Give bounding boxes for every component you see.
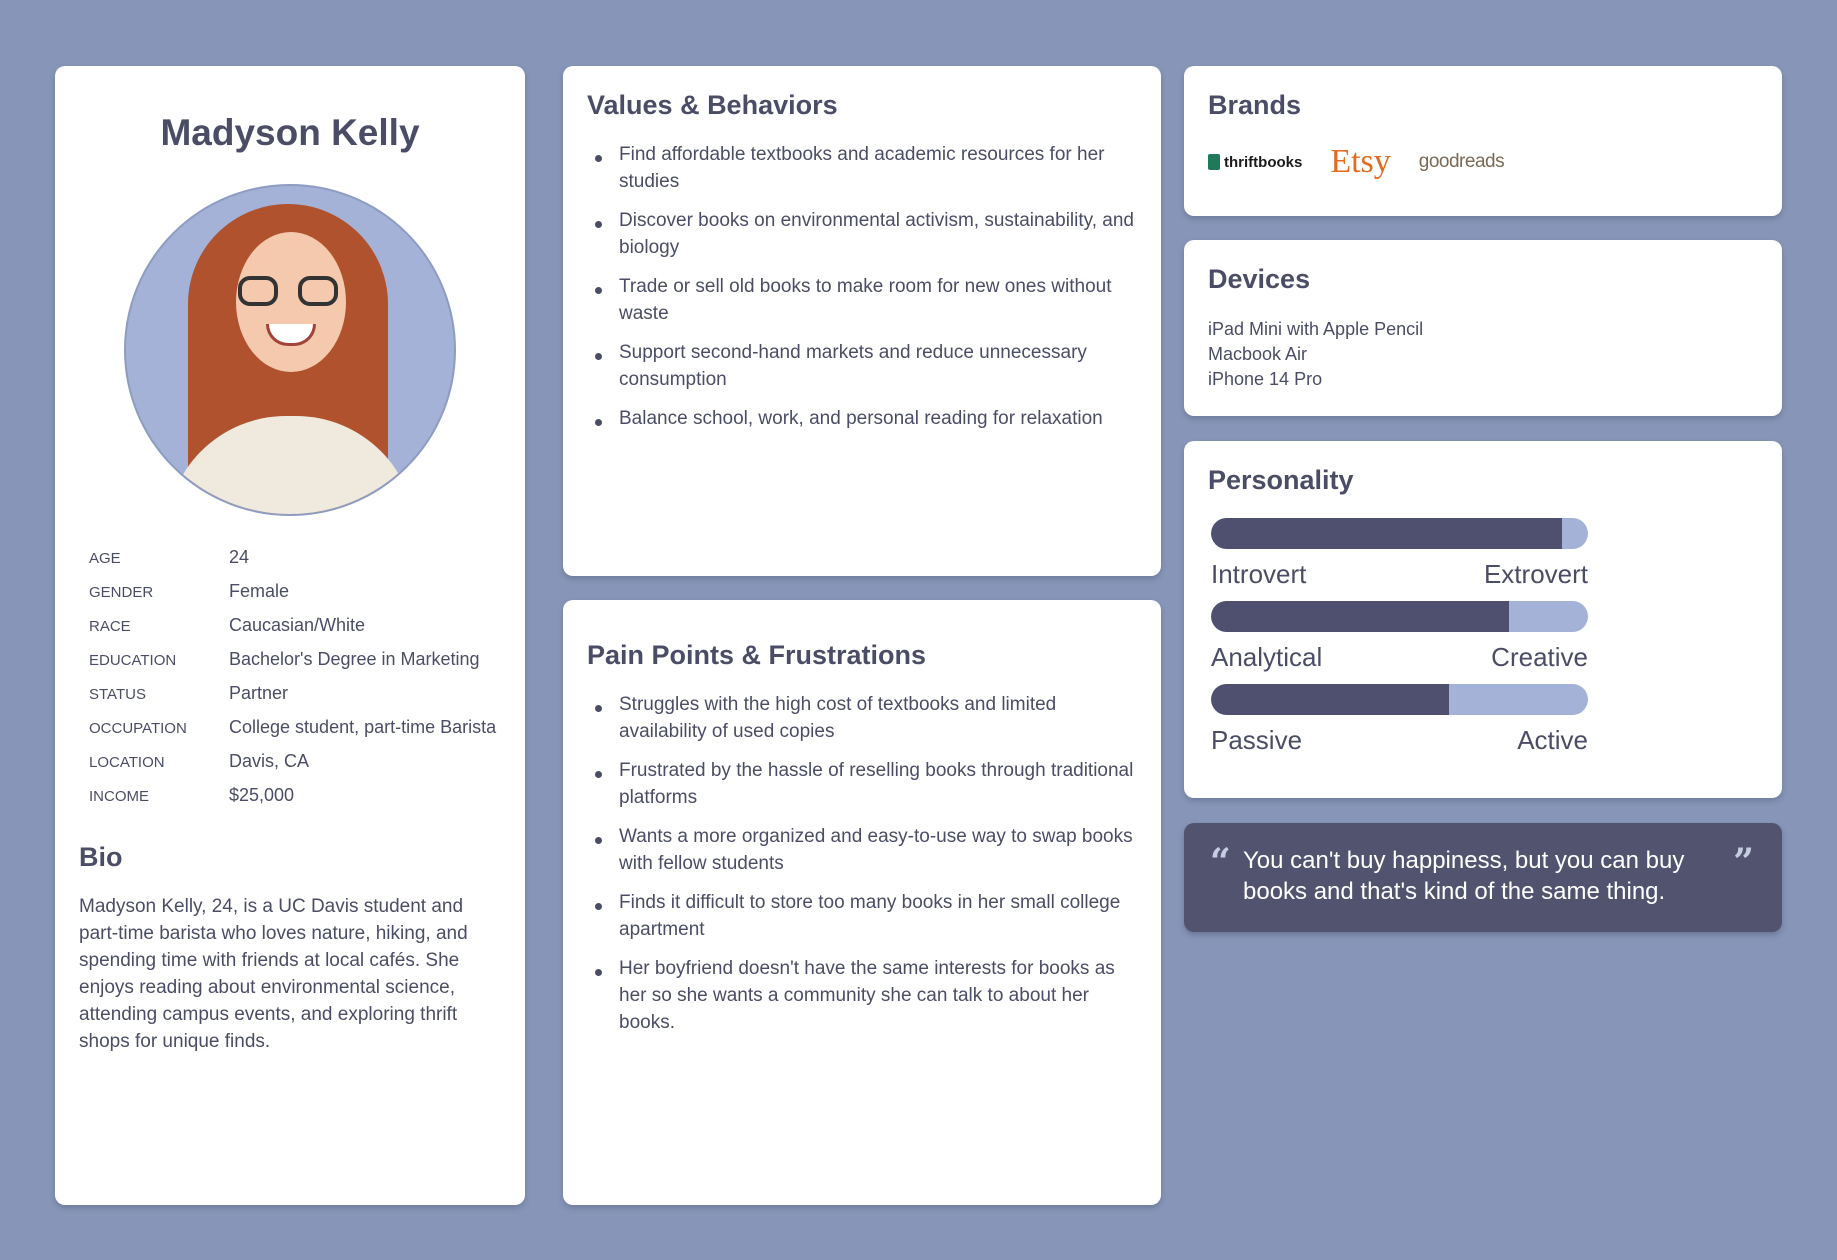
- attribute-row: [79, 714, 501, 740]
- attribute-value: $25,000: [229, 785, 295, 805]
- profile-card: [55, 66, 525, 1205]
- bio-title: Bio: [79, 842, 123, 872]
- attribute-label: LOCATION: [89, 754, 165, 771]
- trait-right-label: Creative: [1491, 642, 1588, 672]
- list-item: iPad Mini with Apple Pencil: [1208, 319, 1424, 339]
- thriftbooks-logo: [1208, 154, 1302, 171]
- trait-right-label: Extrovert: [1483, 559, 1588, 589]
- attribute-row: [79, 782, 501, 808]
- trait-passive-active: [1211, 684, 1588, 767]
- trait-right-label: Active: [1517, 725, 1588, 755]
- trait-bar-fill: [1211, 684, 1449, 715]
- attribute-label: EDUCATION: [89, 652, 177, 669]
- brands-card: [1184, 66, 1782, 216]
- attribute-label: GENDER: [89, 584, 154, 601]
- list-item: Macbook Air: [1208, 344, 1308, 364]
- book-icon: [1208, 154, 1220, 170]
- trait-bar-fill: [1211, 601, 1509, 632]
- list-item: Trade or sell old books to make room for new ones without waste: [587, 273, 1137, 327]
- attribute-value: Bachelor's Degree in Marketing: [229, 649, 480, 669]
- trait-bar-fill: [1211, 518, 1562, 549]
- open-quote-icon: “: [1210, 841, 1231, 883]
- thriftbooks-logo-text: thriftbooks: [1224, 153, 1303, 171]
- trait-bar: [1211, 601, 1588, 632]
- trait-left-label: Analytical: [1211, 642, 1323, 672]
- attribute-value: Partner: [229, 683, 289, 703]
- attribute-row: [79, 544, 501, 570]
- attribute-label: AGE: [89, 550, 121, 567]
- attribute-row: [79, 680, 501, 706]
- list-item: Wants a more organized and easy-to-use way to swap books with fellow students: [587, 823, 1137, 877]
- trait-left-label: Introvert: [1211, 559, 1307, 589]
- quote-card: [1184, 823, 1782, 932]
- values-card: [563, 66, 1161, 576]
- attribute-row: [79, 612, 501, 638]
- list-item: Struggles with the high cost of textbooks and limited availability of used copies: [587, 691, 1137, 745]
- goodreads-logo: goodreads: [1418, 151, 1505, 172]
- list-item: Support second-hand markets and reduce unnecessary consumption: [587, 339, 1137, 393]
- values-title: Values & Behaviors: [587, 90, 838, 120]
- quote-text: You can't buy happiness, but you can buy books and that's kind of the same thing.: [1243, 847, 1685, 905]
- persona-name: Madyson Kelly: [160, 112, 420, 153]
- trait-list: [1208, 518, 1758, 767]
- attribute-label: OCCUPATION: [89, 720, 187, 737]
- trait-left-label: Passive: [1211, 725, 1303, 755]
- trait-bar: [1211, 518, 1588, 549]
- list-item: Frustrated by the hassle of reselling books through traditional platforms: [587, 757, 1137, 811]
- brand-logos: [1208, 143, 1758, 181]
- attribute-row: [79, 578, 501, 604]
- personality-title: Personality: [1208, 465, 1354, 495]
- devices-card: [1184, 240, 1782, 416]
- list-item: Her boyfriend doesn't have the same interests for books as her so she wants a community she can talk to about her books.: [587, 955, 1137, 1036]
- close-quote-icon: ”: [1733, 841, 1754, 883]
- attribute-value: College student, part-time Barista: [229, 717, 497, 737]
- attribute-label: STATUS: [89, 686, 146, 703]
- devices-title: Devices: [1208, 264, 1311, 294]
- trait-introvert-extrovert: [1211, 518, 1588, 601]
- attribute-value: Female: [229, 581, 290, 601]
- persona-photo: [124, 184, 456, 516]
- list-item: Discover books on environmental activism, sustainability, and biology: [587, 207, 1137, 261]
- bio-text: Madyson Kelly, 24, is a UC Davis student and part-time barista who loves nature, hiking, and spending time with friends at local cafés. She enjoys reading about environmental science, attending campus events, and exploring thrift shops for unique finds.: [79, 896, 468, 1052]
- attribute-value: Caucasian/White: [229, 615, 366, 635]
- attribute-list: [79, 544, 501, 808]
- pain-points-title: Pain Points & Frustrations: [587, 640, 927, 670]
- trait-analytical-creative: [1211, 601, 1588, 684]
- attribute-value: 24: [229, 547, 250, 567]
- attribute-row: [79, 748, 501, 774]
- list-item: iPhone 14 Pro: [1208, 369, 1323, 389]
- list-item: Balance school, work, and personal reading for relaxation: [587, 405, 1137, 432]
- values-list: [587, 141, 1137, 432]
- personality-card: [1184, 441, 1782, 798]
- attribute-row: [79, 646, 501, 672]
- list-item: Finds it difficult to store too many books in her small college apartment: [587, 889, 1137, 943]
- device-list: [1208, 317, 1758, 392]
- attribute-value: Davis, CA: [229, 751, 310, 771]
- brands-title: Brands: [1208, 90, 1302, 120]
- etsy-logo: Etsy: [1330, 143, 1391, 180]
- pain-points-list: [587, 691, 1137, 1036]
- attribute-label: RACE: [89, 618, 131, 635]
- attribute-label: INCOME: [89, 788, 149, 805]
- pain-points-card: [563, 600, 1161, 1205]
- trait-bar: [1211, 684, 1588, 715]
- list-item: Find affordable textbooks and academic resources for her studies: [587, 141, 1137, 195]
